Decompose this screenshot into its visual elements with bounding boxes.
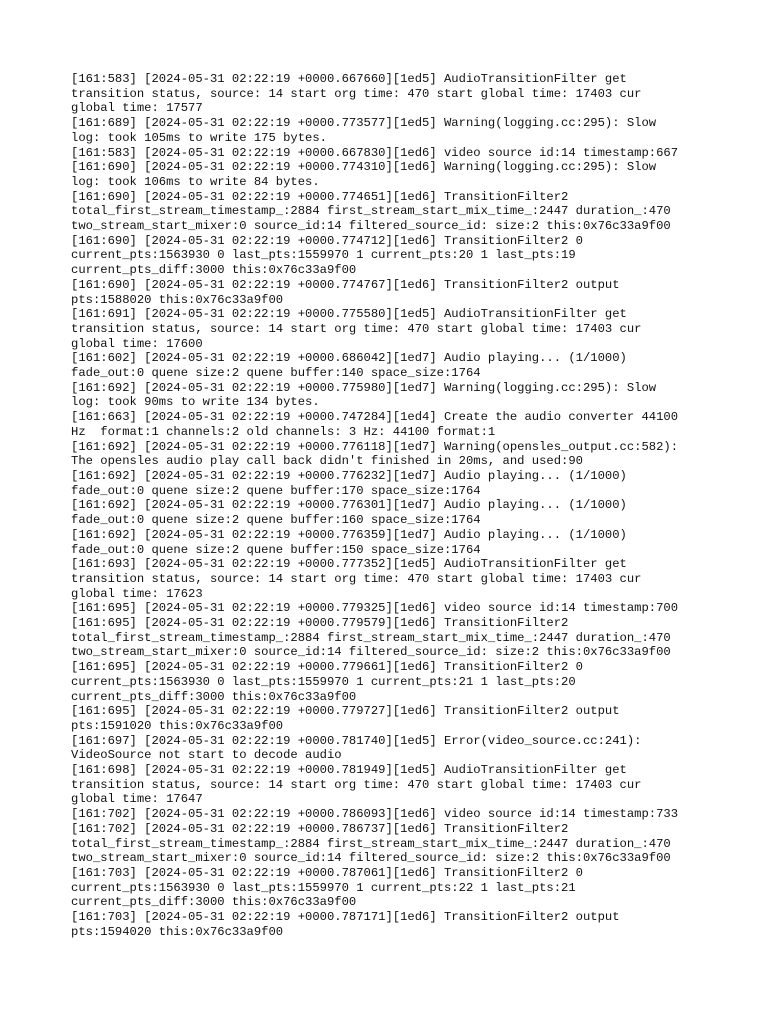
log-line: [161:697] [2024-05-31 02:22:19 +0000.781740][1ed5] Error(video_source.cc:241):: [71, 733, 642, 748]
log-line: global time: 17600: [71, 336, 203, 351]
log-line: transition status, source: 14 start org time: 470 start global time: 17403 cur: [71, 321, 642, 336]
log-line: log: took 90ms to write 134 bytes.: [71, 395, 320, 410]
log-line: current_pts:1563930 0 last_pts:1559970 1 current_pts:20 1 last_pts:19: [71, 248, 576, 263]
log-line: global time: 17647: [71, 792, 203, 807]
log-line: [161:692] [2024-05-31 02:22:19 +0000.776301][1ed7] Audio playing... (1/1000): [71, 498, 627, 513]
log-line: fade_out:0 quene size:2 quene buffer:150 space_size:1764: [71, 542, 481, 557]
log-line: [161:663] [2024-05-31 02:22:19 +0000.747284][1ed4] Create the audio converter 44100: [71, 410, 679, 425]
log-line: [161:583] [2024-05-31 02:22:19 +0000.667660][1ed5] AudioTransitionFilter get: [71, 72, 627, 86]
log-line: transition status, source: 14 start org time: 470 start global time: 17403 cur: [71, 86, 642, 101]
log-line: total_first_stream_timestamp_:2884 first_stream_start_mix_time_:2447 duration_:470: [71, 836, 671, 851]
log-line: [161:690] [2024-05-31 02:22:19 +0000.774712][1ed6] TransitionFilter2 0: [71, 233, 583, 248]
log-line: [161:583] [2024-05-31 02:22:19 +0000.667830][1ed6] video source id:14 timestamp:667: [71, 145, 679, 160]
log-line: [161:695] [2024-05-31 02:22:19 +0000.779661][1ed6] TransitionFilter2 0: [71, 660, 583, 675]
log-line: [161:689] [2024-05-31 02:22:19 +0000.773577][1ed5] Warning(logging.cc:295): Slow: [71, 116, 657, 131]
log-line: log: took 106ms to write 84 bytes.: [71, 174, 320, 189]
log-line: [161:698] [2024-05-31 02:22:19 +0000.781949][1ed5] AudioTransitionFilter get: [71, 763, 627, 778]
log-line: [161:703] [2024-05-31 02:22:19 +0000.787171][1ed6] TransitionFilter2 output: [71, 910, 620, 925]
log-line: current_pts:1563930 0 last_pts:1559970 1 current_pts:22 1 last_pts:21: [71, 880, 576, 895]
log-line: fade_out:0 quene size:2 quene buffer:160 space_size:1764: [71, 513, 481, 528]
log-line: current_pts_diff:3000 this:0x76c33a9f00: [71, 689, 357, 704]
log-line: [161:691] [2024-05-31 02:22:19 +0000.775580][1ed5] AudioTransitionFilter get: [71, 307, 627, 322]
log-line: [161:703] [2024-05-31 02:22:19 +0000.787061][1ed6] TransitionFilter2 0: [71, 865, 583, 880]
log-line: [161:690] [2024-05-31 02:22:19 +0000.774651][1ed6] TransitionFilter2: [71, 189, 569, 204]
log-line: global time: 17577: [71, 101, 203, 116]
log-line: VideoSource not start to decode audio: [71, 748, 342, 763]
log-line: [161:702] [2024-05-31 02:22:19 +0000.786093][1ed6] video source id:14 timestamp:733: [71, 807, 679, 822]
log-line: Hz format:1 channels:2 old channels: 3 Hz: 44100 format:1: [71, 424, 496, 439]
log-line: [161:692] [2024-05-31 02:22:19 +0000.776118][1ed7] Warning(opensles_output.cc:582):: [71, 439, 679, 454]
log-line: pts:1588020 this:0x76c33a9f00: [71, 292, 284, 307]
log-line: transition status, source: 14 start org time: 470 start global time: 17403 cur: [71, 571, 642, 586]
log-line: [161:695] [2024-05-31 02:22:19 +0000.779325][1ed6] video source id:14 timestamp:700: [71, 601, 679, 616]
log-line: [161:602] [2024-05-31 02:22:19 +0000.686042][1ed7] Audio playing... (1/1000): [71, 351, 627, 366]
log-line: [161:695] [2024-05-31 02:22:19 +0000.779727][1ed6] TransitionFilter2 output: [71, 704, 620, 719]
log-line: [161:695] [2024-05-31 02:22:19 +0000.779579][1ed6] TransitionFilter2: [71, 616, 569, 631]
log-line: [161:702] [2024-05-31 02:22:19 +0000.786737][1ed6] TransitionFilter2: [71, 821, 569, 836]
log-line: The opensles audio play call back didn't finished in 20ms, and used:90: [71, 454, 583, 469]
log-line: current_pts_diff:3000 this:0x76c33a9f00: [71, 895, 357, 910]
log-line: transition status, source: 14 start org time: 470 start global time: 17403 cur: [71, 777, 642, 792]
log-line: two_stream_start_mixer:0 source_id:14 filtered_source_id: size:2 this:0x76c33a9f00: [71, 219, 671, 234]
log-line: global time: 17623: [71, 586, 203, 601]
log-line: [161:693] [2024-05-31 02:22:19 +0000.777352][1ed5] AudioTransitionFilter get: [71, 557, 627, 572]
log-line: fade_out:0 quene size:2 quene buffer:140 space_size:1764: [71, 366, 481, 381]
log-line: pts:1591020 this:0x76c33a9f00: [71, 718, 284, 733]
log-line: [161:692] [2024-05-31 02:22:19 +0000.775980][1ed7] Warning(logging.cc:295): Slow: [71, 380, 657, 395]
log-line: pts:1594020 this:0x76c33a9f00: [71, 924, 284, 939]
log-line: two_stream_start_mixer:0 source_id:14 filtered_source_id: size:2 this:0x76c33a9f00: [71, 851, 671, 866]
log-line: [161:690] [2024-05-31 02:22:19 +0000.774767][1ed6] TransitionFilter2 output: [71, 277, 620, 292]
log-line: [161:692] [2024-05-31 02:22:19 +0000.776232][1ed7] Audio playing... (1/1000): [71, 468, 627, 483]
log-line: current_pts:1563930 0 last_pts:1559970 1 current_pts:21 1 last_pts:20: [71, 674, 576, 689]
log-line: total_first_stream_timestamp_:2884 first_stream_start_mix_time_:2447 duration_:470: [71, 204, 671, 219]
log-line: current_pts_diff:3000 this:0x76c33a9f00: [71, 263, 357, 278]
log-document: [71, 72, 761, 939]
log-line: log: took 105ms to write 175 bytes.: [71, 130, 327, 145]
log-line: fade_out:0 quene size:2 quene buffer:170 space_size:1764: [71, 483, 481, 498]
log-line: total_first_stream_timestamp_:2884 first_stream_start_mix_time_:2447 duration_:470: [71, 630, 671, 645]
log-line: [161:690] [2024-05-31 02:22:19 +0000.774310][1ed6] Warning(logging.cc:295): Slow: [71, 160, 657, 175]
log-line: [161:692] [2024-05-31 02:22:19 +0000.776359][1ed7] Audio playing... (1/1000): [71, 527, 627, 542]
log-line: two_stream_start_mixer:0 source_id:14 filtered_source_id: size:2 this:0x76c33a9f00: [71, 645, 671, 660]
